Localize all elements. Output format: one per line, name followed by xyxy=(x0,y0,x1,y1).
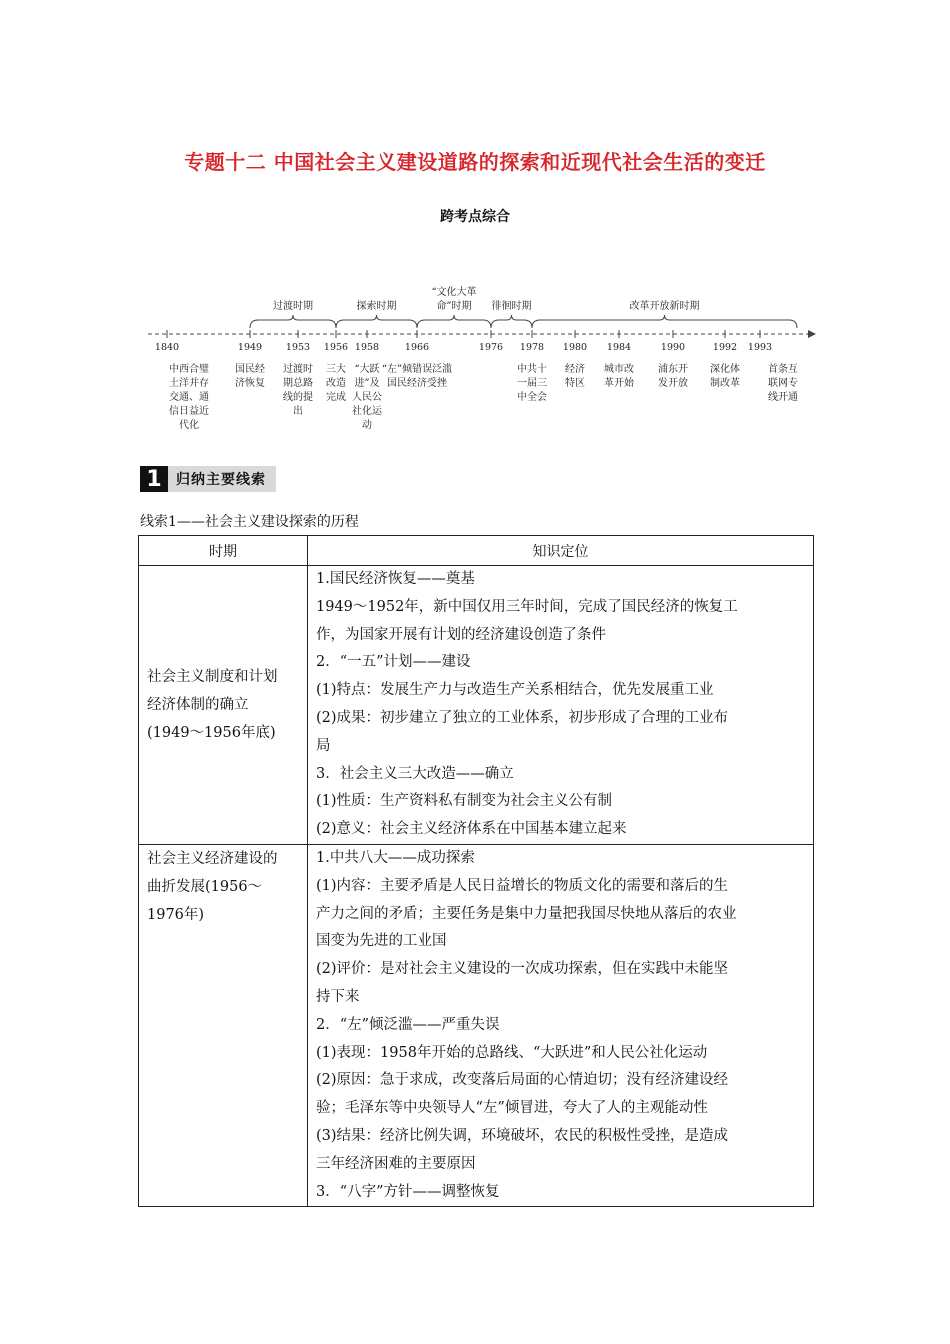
period-line: 曲折发展(1956～ xyxy=(147,878,263,895)
timeline-event-label: 联网专 xyxy=(768,378,798,389)
page-subtitle: 跨考点综合 xyxy=(440,209,510,225)
timeline-event-label: 经济 xyxy=(565,364,585,375)
knowledge-line: 1949～1952年，新中国仅用三年时间，完成了国民经济的恢复工 xyxy=(316,598,738,615)
section-label: 归纳主要线索 xyxy=(168,466,276,492)
timeline-event-label: 信日益近 xyxy=(169,406,209,417)
section-header xyxy=(140,466,276,492)
knowledge-line: (1)性质：生产资料私有制变为社会主义公有制 xyxy=(316,793,613,810)
table-row xyxy=(139,566,814,845)
knowledge-line: 1.中共八大——成功探索 xyxy=(316,849,475,866)
timeline-event-label: 中全会 xyxy=(517,392,547,403)
knowledge-line: 2．“左”倾泛滥——严重失误 xyxy=(316,1016,500,1033)
knowledge-line: 产力之间的矛盾；主要任务是集中力量把我国尽快地从落后的农业 xyxy=(316,905,737,922)
table-header-row xyxy=(139,536,814,566)
timeline-event-label: 三大 xyxy=(326,364,346,375)
period-line: 社会主义制度和计划 xyxy=(147,668,278,685)
timeline-arrow-icon xyxy=(808,330,816,338)
timeline-event-label: 出 xyxy=(293,406,303,417)
timeline-event-label: 线开通 xyxy=(768,392,798,403)
timeline-event-label: 完成 xyxy=(326,392,346,403)
timeline-event-label: 过渡时 xyxy=(283,364,313,375)
timeline-event-label: 进”及 xyxy=(354,378,380,389)
header-knowledge: 知识定位 xyxy=(308,536,814,566)
knowledge-line: 作，为国家开展有计划的经济建设创造了条件 xyxy=(316,626,606,643)
knowledge-table xyxy=(138,535,814,1207)
knowledge-line: 三年经济困难的主要原因 xyxy=(316,1155,476,1172)
timeline-event-label: 中共十 xyxy=(517,364,547,375)
timeline-event-label: 发开放 xyxy=(658,378,688,389)
knowledge-line: 验；毛泽东等中央领导人“左”倾冒进，夸大了人的主观能动性 xyxy=(316,1100,708,1117)
timeline-year: 1956 xyxy=(323,342,349,353)
timeline-year: 1993 xyxy=(747,342,773,353)
knowledge-line: (2)意义：社会主义经济体系在中国基本建立起来 xyxy=(316,821,627,838)
timeline-year: 1958 xyxy=(354,342,380,353)
knowledge-cell xyxy=(308,844,814,1206)
section-number: 1 xyxy=(140,466,168,492)
timeline-year: 1984 xyxy=(606,342,632,353)
period-line: 社会主义经济建设的 xyxy=(147,850,278,867)
knowledge-line: 3．社会主义三大改造——确立 xyxy=(316,765,514,782)
knowledge-text xyxy=(308,845,813,1206)
knowledge-line: 持下来 xyxy=(316,988,360,1005)
period-line: (1949～1956年底) xyxy=(147,724,276,741)
thread-title: 线索1——社会主义建设探索的历程 xyxy=(140,514,359,530)
timeline-event-label: 国民经济受挫 xyxy=(387,378,447,389)
knowledge-line: 3．“八字”方针——调整恢复 xyxy=(316,1183,500,1200)
timeline-event-label: 制改革 xyxy=(710,378,740,389)
period-text xyxy=(139,845,307,929)
knowledge-text xyxy=(308,566,813,844)
timeline-event-label: 深化体 xyxy=(710,364,740,375)
timeline-year: 1949 xyxy=(237,342,263,353)
period-label: 过渡时期 xyxy=(273,301,313,312)
knowledge-line: (2)评价：是对社会主义建设的一次成功探索，但在实践中未能坚 xyxy=(316,961,729,978)
timeline-event-label: “左”倾错误泛滥 xyxy=(381,364,453,375)
page-title: 专题十二 中国社会主义建设道路的探索和近现代社会生活的变迁 xyxy=(184,150,766,174)
knowledge-line: 2．“一五”计划——建设 xyxy=(316,654,471,671)
timeline-year: 1953 xyxy=(285,342,311,353)
period-brace xyxy=(532,315,797,328)
timeline-svg xyxy=(140,285,820,445)
timeline-event-label: 线的提 xyxy=(283,392,313,403)
timeline-event-label: 期总路 xyxy=(283,378,313,389)
knowledge-line: (1)内容：主要矛盾是人民日益增长的物质文化的需要和落后的生 xyxy=(316,877,729,894)
timeline-event-label: 交通、通 xyxy=(169,392,209,403)
timeline-year: 1978 xyxy=(519,342,545,353)
timeline-year: 1840 xyxy=(154,342,180,353)
period-label: 探索时期 xyxy=(356,301,397,312)
period-brace xyxy=(417,315,491,328)
timeline-event-label: 改造 xyxy=(326,378,346,389)
period-brace xyxy=(336,315,417,328)
period-label: 徘徊时期 xyxy=(491,301,532,312)
table-row xyxy=(139,844,814,1206)
timeline-year: 1976 xyxy=(478,342,504,353)
timeline-event-label: 代化 xyxy=(179,420,199,431)
timeline-event-label: 首条互 xyxy=(768,364,798,375)
timeline-event-label: “大跃 xyxy=(354,364,380,375)
period-cell xyxy=(139,844,308,1206)
timeline-event-label: 社化运 xyxy=(352,406,382,417)
timeline-event-label: 一届三 xyxy=(517,378,547,389)
timeline-event-label: 济恢复 xyxy=(235,378,265,389)
timeline-event-label: 土洋并存 xyxy=(169,378,209,389)
period-cell xyxy=(139,566,308,845)
timeline-event-label: 中西合璧 xyxy=(169,364,209,375)
timeline-event-label: 人民公 xyxy=(352,392,382,403)
timeline-year: 1992 xyxy=(712,342,738,353)
timeline-year: 1980 xyxy=(562,342,588,353)
knowledge-line: (1)表现：1958年开始的总路线、“大跃进”和人民公社化运动 xyxy=(316,1044,708,1061)
period-line: 1976年) xyxy=(147,906,205,923)
knowledge-line: (1)特点：发展生产力与改造生产关系相结合，优先发展重工业 xyxy=(316,682,714,699)
timeline-year: 1966 xyxy=(404,342,430,353)
knowledge-line: 1.国民经济恢复——奠基 xyxy=(316,571,475,587)
timeline xyxy=(140,285,820,449)
period-label: “文化大革 xyxy=(431,287,477,298)
period-label: 命”时期 xyxy=(436,301,472,312)
period-brace xyxy=(250,315,336,328)
knowledge-cell xyxy=(308,566,814,845)
knowledge-line: (3)结果：经济比例失调，环境破坏，农民的积极性受挫，是造成 xyxy=(316,1127,729,1144)
timeline-event-label: 城市改 xyxy=(604,364,634,375)
knowledge-line: 局 xyxy=(316,737,331,754)
knowledge-line: 国变为先进的工业国 xyxy=(316,933,447,950)
timeline-event-label: 革开始 xyxy=(604,378,634,389)
knowledge-line: (2)原因：急于求成，改变落后局面的心情迫切；没有经济建设经 xyxy=(316,1072,729,1089)
period-line: 经济体制的确立 xyxy=(147,696,249,713)
timeline-event-label: 特区 xyxy=(565,378,585,389)
timeline-year: 1990 xyxy=(660,342,686,353)
period-text xyxy=(139,663,307,747)
timeline-event-label: 浦东开 xyxy=(658,364,688,375)
period-brace xyxy=(491,315,532,328)
timeline-event-label: 动 xyxy=(362,420,372,431)
period-label: 改革开放新时期 xyxy=(629,301,700,312)
timeline-event-label: 国民经 xyxy=(235,364,265,375)
header-period: 时期 xyxy=(139,536,308,566)
knowledge-line: (2)成果：初步建立了独立的工业体系，初步形成了合理的工业布 xyxy=(316,709,729,726)
